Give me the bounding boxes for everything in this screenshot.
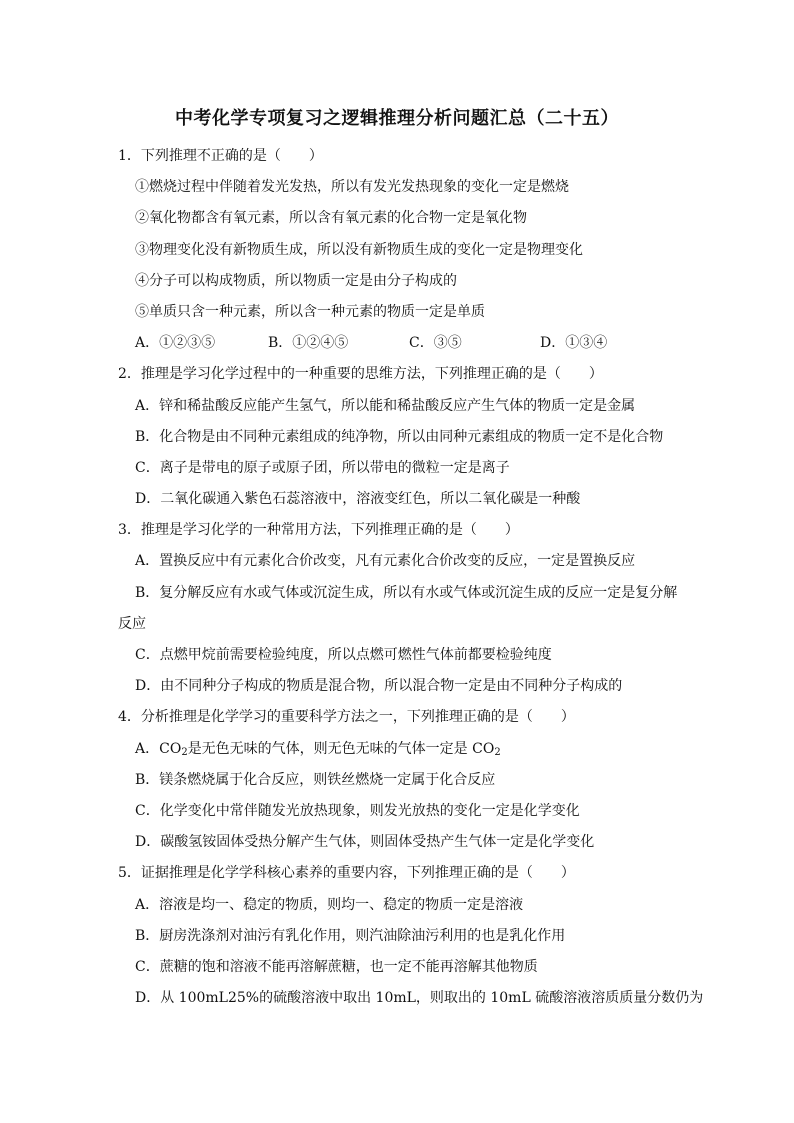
question-1-option-d: D．①③④ <box>540 335 608 352</box>
question-1-options <box>118 328 686 359</box>
question-4-stem: 4．分析推理是化学学习的重要科学方法之一，下列推理正确的是（ ） <box>118 709 575 726</box>
question-4-option-a-subscript-2: 2 <box>494 746 501 758</box>
question-4-option-a-middle: 是无色无味的气体，则无色无味的气体一定是 CO <box>187 740 495 757</box>
question-1-option-a: A．①②③⑤ <box>135 335 216 352</box>
question-1-item-3: ③物理变化没有新物质生成，所以没有新物质生成的变化一定是物理变化 <box>135 241 583 258</box>
question-5-option-c: C．蔗糖的饱和溶液不能再溶解蔗糖，也一定不能再溶解其他物质 <box>135 958 538 975</box>
question-4-option-d: D．碳酸氢铵固体受热分解产生气体，则固体受热产生气体一定是化学变化 <box>135 834 595 851</box>
document-title: 中考化学专项复习之逻辑推理分析问题汇总（二十五） <box>175 108 619 129</box>
question-3-option-a: A．置换反应中有元素化合价改变，凡有元素化合价改变的反应，一定是置换反应 <box>135 553 636 570</box>
question-2-option-b: B．化合物是由不同种元素组成的纯净物，所以由同种元素组成的物质一定不是化合物 <box>135 428 664 445</box>
question-3-option-c: C．点燃甲烷前需要检验纯度，所以点燃可燃性气体前都要检验纯度 <box>135 647 552 663</box>
question-3-option-d: D．由不同种分子构成的物质是混合物，所以混合物一定是由不同种分子构成的 <box>135 678 623 695</box>
question-3-option-b: B．复分解反应有水或气体或沉淀生成，所以有水或气体或沉淀生成的反应一定是复分解 <box>135 584 678 601</box>
question-5-stem: 5．证据推理是化学学科核心素养的重要内容，下列推理正确的是（ ） <box>118 865 575 882</box>
question-1-option-b: B．①②④⑤ <box>268 335 349 352</box>
question-1-stem: 1．下列推理不正确的是（ ） <box>118 148 323 164</box>
question-4-option-a-prefix: A．CO <box>135 740 182 757</box>
question-1-item-2: ②氧化物都含有氧元素，所以含有氧元素的化合物一定是氧化物 <box>135 210 527 227</box>
question-2-option-a: A．锌和稀盐酸反应能产生氢气，所以能和稀盐酸反应产生气体的物质一定是金属 <box>135 397 636 414</box>
question-5-option-b: B．厨房洗涤剂对油污有乳化作用，则汽油除油污利用的也是乳化作用 <box>135 927 566 944</box>
question-4-option-a-subscript-1: 2 <box>181 746 188 758</box>
question-4-option-c: C．化学变化中常伴随发光放热现象，则发光放热的变化一定是化学变化 <box>135 802 580 819</box>
question-4-option-a <box>118 734 686 765</box>
question-5-option-a: A．溶液是均一、稳定的物质，则均一、稳定的物质一定是溶液 <box>135 896 524 913</box>
question-4-option-b: B．镁条燃烧属于化合反应，则铁丝燃烧一定属于化合反应 <box>135 771 496 788</box>
document-body <box>118 141 704 1014</box>
question-2-option-c: C．离子是带电的原子或原子团，所以带电的微粒一定是离子 <box>135 459 510 476</box>
question-2-stem: 2．推理是学习化学过程中的一种重要的思维方法，下列推理正确的是（ ） <box>118 366 603 383</box>
question-3-option-b-continued: 反应 <box>118 615 146 632</box>
question-1-item-5: ⑤单质只含一种元素，所以含一种元素的物质一定是单质 <box>135 303 485 320</box>
question-1-item-4: ④分子可以构成物质，所以物质一定是由分子构成的 <box>135 272 457 289</box>
question-5-option-d: D．从 100mL25%的硫酸溶液中取出 10mL，则取出的 10mL 硫酸溶液溶质质量分数仍为 <box>135 990 704 1007</box>
question-3-stem: 3．推理是学习化学的一种常用方法，下列推理正确的是（ ） <box>118 522 519 539</box>
question-1-option-c: C．③⑤ <box>409 335 462 352</box>
question-1-item-1: ①燃烧过程中伴随着发光发热，所以有发光发热现象的变化一定是燃烧 <box>135 179 569 196</box>
question-2-option-d: D．二氧化碳通入紫色石蕊溶液中，溶液变红色，所以二氧化碳是一种酸 <box>135 491 581 508</box>
